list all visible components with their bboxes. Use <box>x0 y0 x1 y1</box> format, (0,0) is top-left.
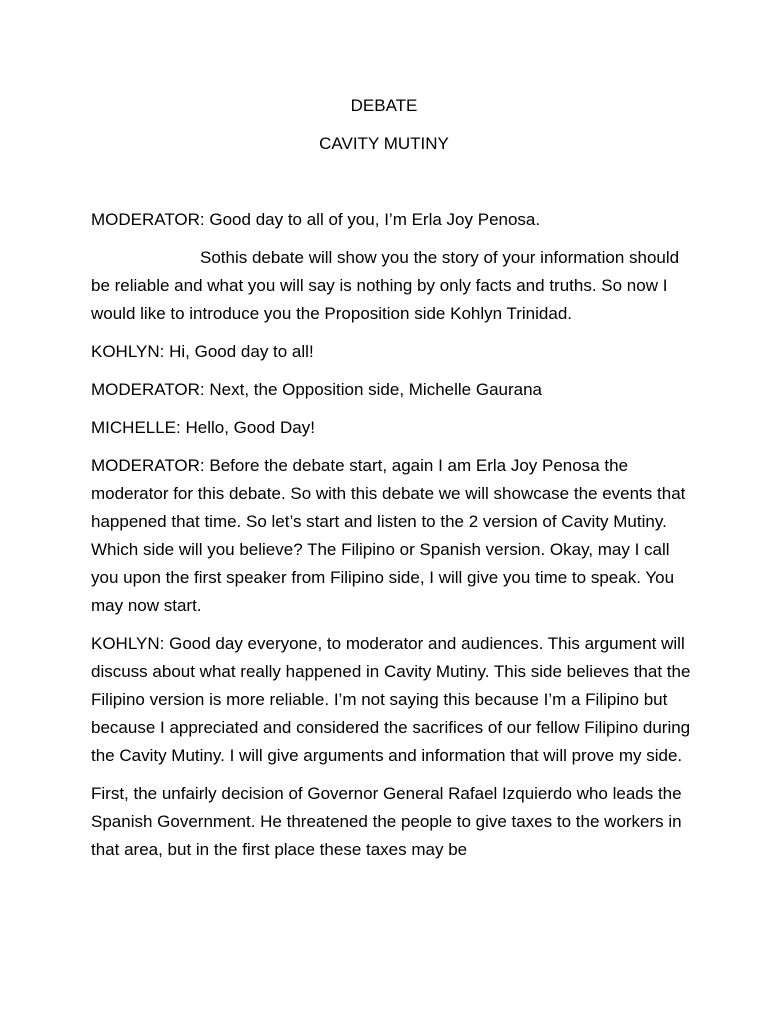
paragraph-text: KOHLYN: Good day everyone, to moderator and audiences. This argument will discuss about what really happened in Cavity Mutiny. This side believes that the Filipino version is more reliable. I’m not saying this because I’m a Filipino but because I appreciated and considered the sacrifices of our fellow Filipino during the Cavity Mutiny. I will give arguments and information that will prove my side. <box>91 634 691 765</box>
paragraph-text: KOHLYN: Hi, Good day to all! <box>91 342 314 361</box>
paragraph-text: First, the unfairly decision of Governor General Rafael Izquierdo who leads the Spanish Government. He threatened the people to give taxes to the workers in that area, but in the first place these taxes may be <box>91 784 682 859</box>
paragraph-first-point <box>91 780 691 864</box>
document-title: DEBATE <box>350 96 418 115</box>
paragraph-opposition-intro <box>91 376 691 404</box>
paragraph-text: MODERATOR: Before the debate start, again I am Erla Joy Penosa the moderator for this debate. So with this debate we will showcase the events that happened that time. So let’s start and listen to the 2 version of Cavity Mutiny. Which side will you believe? The Filipino or Spanish version. Okay, may I call you upon the first speaker from Filipino side, I will give you time to speak. You may now start. <box>91 456 686 615</box>
paragraph-moderator-start <box>91 452 691 620</box>
paragraph-text: MODERATOR: Good day to all of you, I’m Erla Joy Penosa. <box>91 210 541 229</box>
paragraph-kohlyn-greeting <box>91 338 691 366</box>
paragraph-text: MODERATOR: Next, the Opposition side, Michelle Gaurana <box>91 380 542 399</box>
document-body <box>91 206 691 874</box>
paragraph-text: MICHELLE: Hello, Good Day! <box>91 418 315 437</box>
paragraph-debate-intro <box>91 244 691 328</box>
paragraph-kohlyn-argument <box>91 630 691 770</box>
paragraph-moderator-greeting <box>91 206 691 234</box>
document-subtitle: CAVITY MUTINY <box>319 134 449 153</box>
paragraph-text: Sothis debate will show you the story of your information should be reliable and what you will say is nothing by only facts and truths. So now I would like to introduce you the Proposition side Kohlyn Trinidad. <box>91 248 680 323</box>
paragraph-michelle-greeting <box>91 414 691 442</box>
